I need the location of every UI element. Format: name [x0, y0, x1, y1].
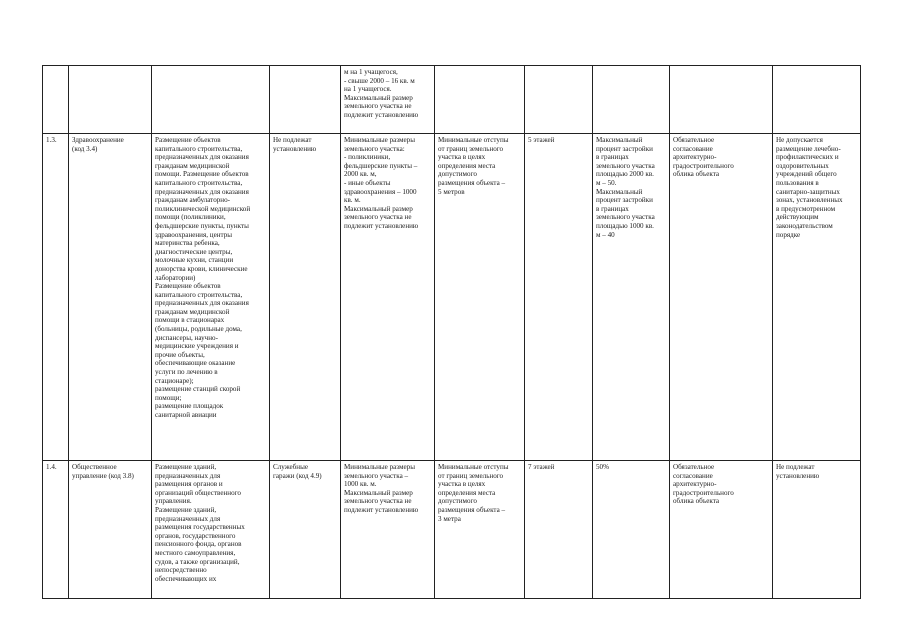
auxiliary-use-cell: Служебные гаражи (код 4.9) [270, 461, 341, 599]
plot-size-cell: Минимальные размеры земельного участка: - поликлиники, фельдшерские пункты – 2000 кв. м, - иные объекты здравоохранения – 1000 кв. м. Максимальный размер земельного участка не подлежит установлению [341, 134, 435, 461]
coverage-cell [593, 66, 670, 134]
restrictions-cell: Не допускается размещение лечебно- профилактических и оздоровительных учреждений общего пользования в санитарно-защитных зонах, установленных в предусмотренном действующим законодательством порядке [773, 134, 861, 461]
setback-cell [435, 66, 525, 134]
permitted-use-description-cell: Размещение зданий, предназначенных для размещения органов и организаций общественного управления. Размещение зданий, предназначенных для размещения государственных органов, государственного пенсионного фонда, органов местного самоуправления, судов, а также организаций, непосредственно обеспечивающих их [152, 461, 270, 599]
plot-size-cell: м на 1 учащегося, - свыше 2000 – 16 кв. м на 1 учащегося. Максимальный размер земельного участка не подлежит установлению [341, 66, 435, 134]
coverage-cell: Максимальный процент застройки в границах земельного участка площадью 2000 кв. м – 50. Максимальный процент застройки в границах земельного участка площадью 1000 кв. м – 40 [593, 134, 670, 461]
auxiliary-use-cell: Не подлежат установлению [270, 134, 341, 461]
use-name-cell: Здравоохранение (код 3.4) [69, 134, 152, 461]
table-row [43, 66, 861, 134]
setback-cell: Минимальные отступы от границ земельного участка в целях определения места допустимого размещения объекта – 5 метров [435, 134, 525, 461]
architecture-cell [670, 66, 773, 134]
floors-cell: 5 этажей [525, 134, 593, 461]
permitted-use-description-cell [152, 66, 270, 134]
permitted-use-description-cell: Размещение объектов капитального строительства, предназначенных для оказания гражданам медицинской помощи. Размещение объектов капитального строительства, предназначенных для оказания гражданам амбулаторно- поликлинической медицинской помощи (поликлиники, фельдшерские пункты, пункты здравоохранения, центры материнства ребенка, диагностические центры, молочные кухни, станции донорства крови, клинические лаборатории) Размещение объектов капитального строительства, предназначенных для оказания гражданам медицинской помощи в стационарах (больницы, родильные дома, диспансеры, научно- медицинские учреждения и прочие объекты, обеспечивающие оказание услуги по лечению в стационаре); размещение станций скорой помощи; размещение площадок санитарной авиации [152, 134, 270, 461]
row-number-cell: 1.3. [43, 134, 69, 461]
row-number-cell [43, 66, 69, 134]
row-number-cell: 1.4. [43, 461, 69, 599]
coverage-cell: 50% [593, 461, 670, 599]
auxiliary-use-cell [270, 66, 341, 134]
architecture-cell: Обязательное согласование архитектурно- градостроительного облика объекта [670, 461, 773, 599]
table-row [43, 134, 861, 461]
table-row [43, 461, 861, 599]
use-name-cell [69, 66, 152, 134]
restrictions-cell [773, 66, 861, 134]
zoning-regulations-table [42, 65, 861, 599]
use-name-cell: Общественное управление (код 3.8) [69, 461, 152, 599]
floors-cell: 7 этажей [525, 461, 593, 599]
architecture-cell: Обязательное согласование архитектурно- градостроительного облика объекта [670, 134, 773, 461]
plot-size-cell: Минимальные размеры земельного участка – 1000 кв. м. Максимальный размер земельного участка не подлежит установлению [341, 461, 435, 599]
setback-cell: Минимальные отступы от границ земельного участка в целях определения места допустимого размещения объекта – 3 метра [435, 461, 525, 599]
floors-cell [525, 66, 593, 134]
restrictions-cell: Не подлежат установлению [773, 461, 861, 599]
